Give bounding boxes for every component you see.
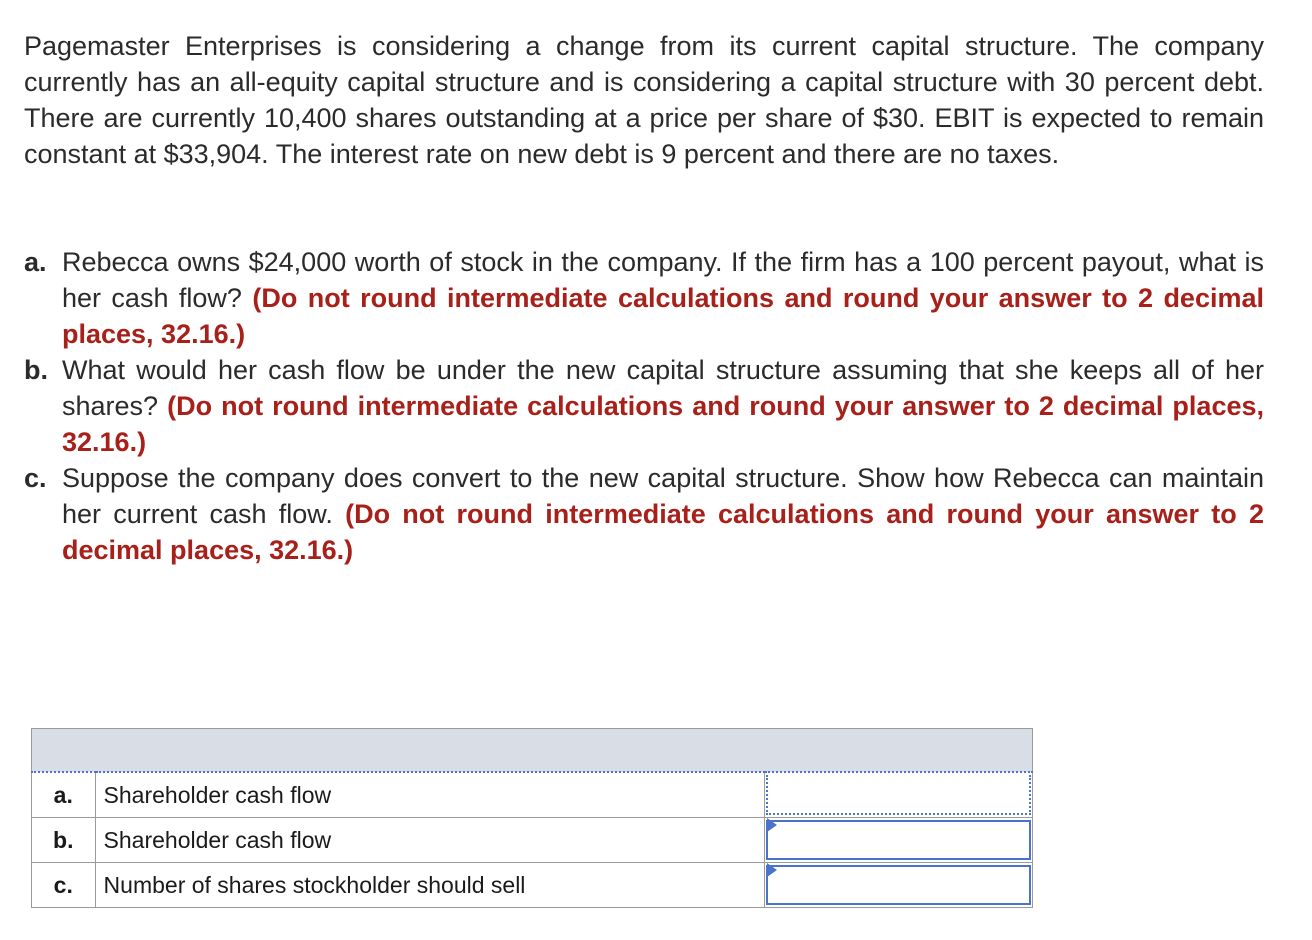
rounding-hint: (Do not round intermediate calculations and round your answer to 2 decimal places, 32.16.) <box>62 391 1264 457</box>
question-a <box>24 244 1264 352</box>
flag-marker-icon <box>767 863 777 877</box>
row-letter: c. <box>32 863 96 908</box>
answer-row-a <box>32 772 1033 818</box>
rounding-hint: (Do not round intermediate calculations and round your answer to 2 decimal places, 32.16.) <box>62 283 1264 349</box>
flag-marker-icon <box>767 818 777 832</box>
question-text: Suppose the company does convert to the new capital structure. Show how Rebecca can maintain her current cash flow. <box>62 463 1264 529</box>
answer-row-c <box>32 863 1033 908</box>
answer-row-b <box>32 818 1033 863</box>
answer-table <box>31 728 1033 908</box>
question-letter: a. <box>24 247 47 277</box>
row-label: Number of shares stockholder should sell <box>95 863 764 908</box>
row-label: Shareholder cash flow <box>95 772 764 818</box>
question-letter: c. <box>24 463 47 493</box>
header-cell <box>32 729 1033 773</box>
answer-input-cell <box>764 863 1032 908</box>
answer-input-b[interactable] <box>766 820 1031 860</box>
question-list <box>24 244 1264 568</box>
row-label: Shareholder cash flow <box>95 818 764 863</box>
answer-input-cell <box>764 772 1032 818</box>
row-letter: a. <box>32 772 96 818</box>
answer-input-a[interactable] <box>766 775 1031 815</box>
rounding-hint: (Do not round intermediate calculations and round your answer to 2 decimal places, 32.16.) <box>62 499 1265 565</box>
question-letter: b. <box>24 355 48 385</box>
answer-table-header <box>32 729 1033 773</box>
question-text: Rebecca owns $24,000 worth of stock in the company. If the firm has a 100 percent payout, what is her cash flow? <box>62 247 1264 313</box>
question-text: What would her cash flow be under the new capital structure assuming that she keeps all of her shares? <box>62 355 1264 421</box>
problem-statement: Pagemaster Enterprises is considering a change from its current capital structure. The company currently has an all-equity capital structure and is considering a capital structure with 30 percent debt. There are currently 10,400 shares outstanding at a price per share of $30. EBIT is expected to remain constant at $33,904. The interest rate on new debt is 9 percent and there are no taxes. <box>24 31 1264 169</box>
question-c <box>24 460 1264 568</box>
answer-input-c[interactable] <box>766 865 1031 905</box>
row-letter: b. <box>32 818 96 863</box>
question-b <box>24 352 1264 460</box>
answer-input-cell <box>764 818 1032 863</box>
